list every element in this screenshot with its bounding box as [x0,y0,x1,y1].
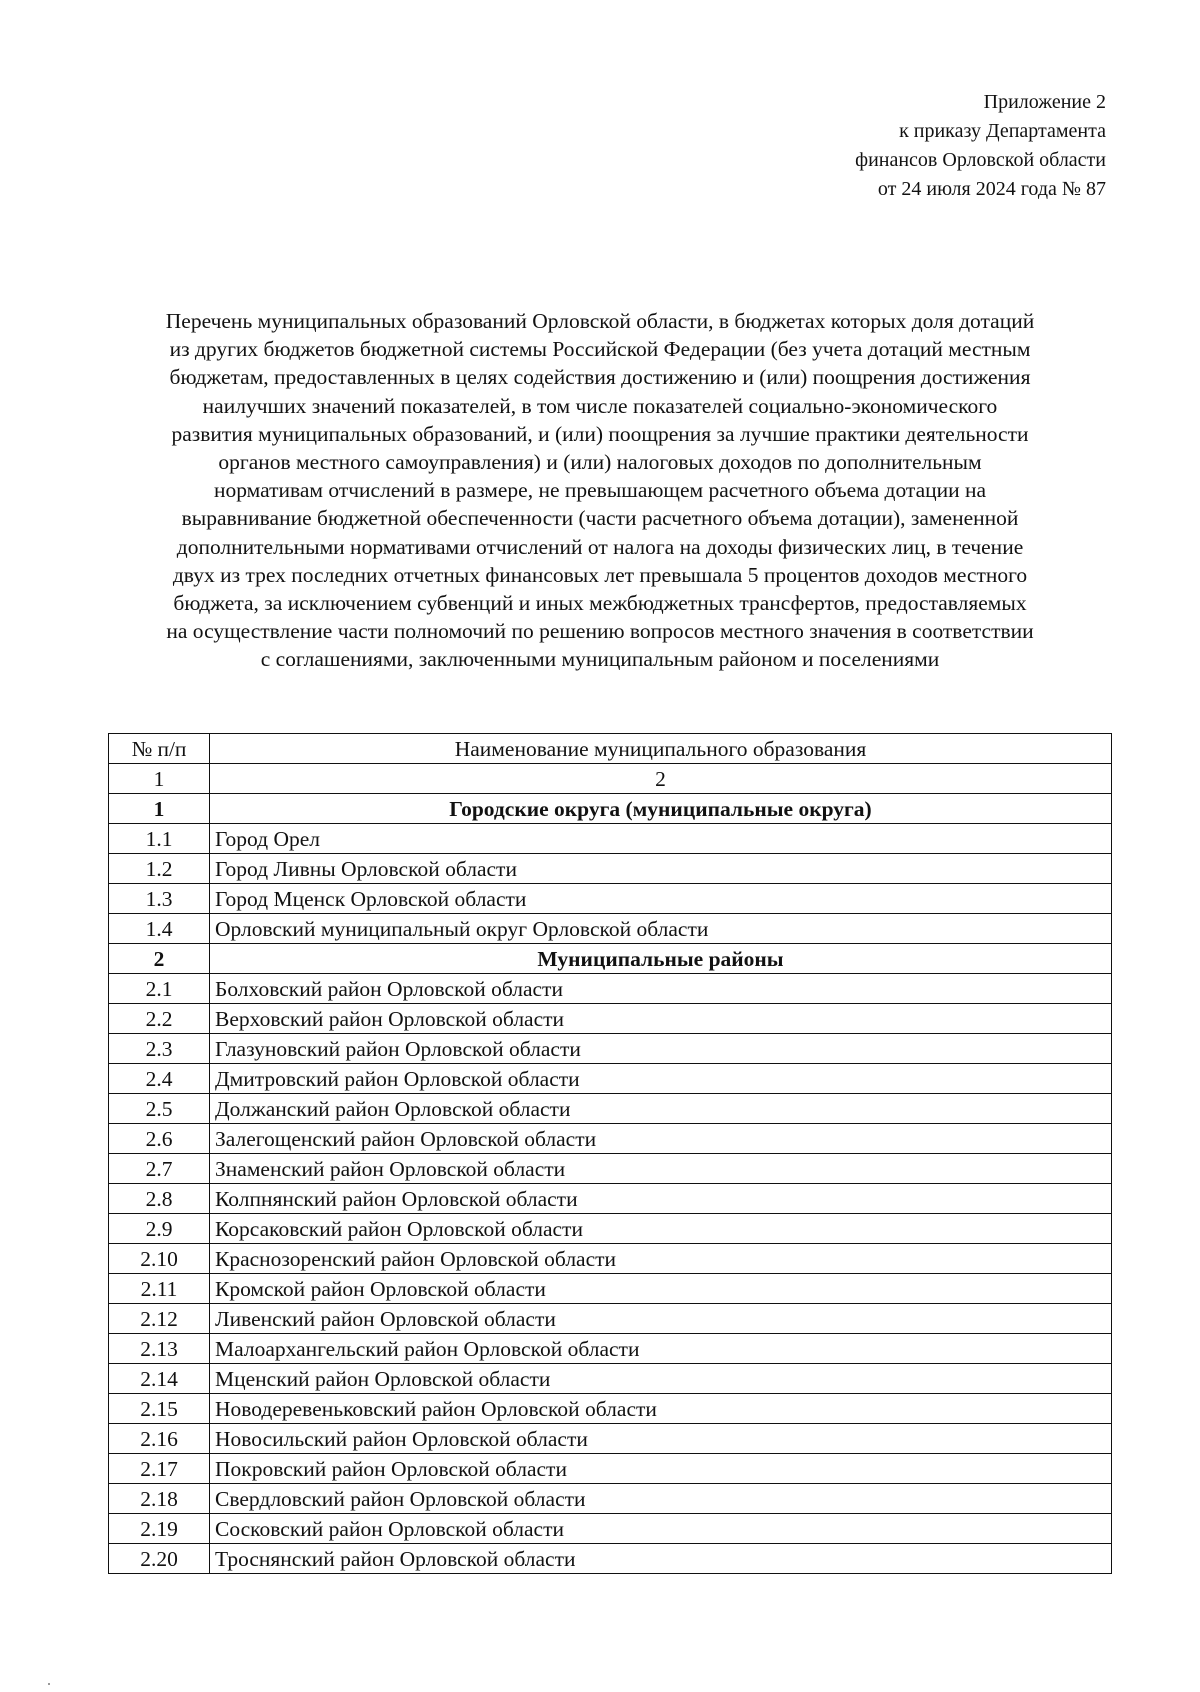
row-name-cell: Город Ливны Орловской области [210,854,1112,884]
row-name-cell: Глазуновский район Орловской области [210,1034,1112,1064]
title-line: двух из трех последних отчетных финансовых лет превышала 5 процентов доходов местного [172,562,1028,587]
table-row [109,1184,1112,1214]
row-name-cell: Свердловский район Орловской области [210,1484,1112,1514]
row-name-cell: Кромской район Орловской области [210,1274,1112,1304]
row-num-cell: 2.13 [109,1334,210,1364]
title-line: на осуществление части полномочий по решению вопросов местного значения в соответствии [166,619,1034,644]
row-name-cell: Колпнянский район Орловской области [210,1184,1112,1214]
row-num-cell: 2.19 [109,1514,210,1544]
row-name-cell: Болховский район Орловской области [210,974,1112,1004]
table-row [109,884,1112,914]
table-row [109,1034,1112,1064]
row-num-cell: 2.20 [109,1544,210,1574]
row-name-cell: Должанский район Орловской области [210,1094,1112,1124]
document-title [100,307,1100,674]
section-num-cell: 2 [109,944,210,974]
table-row [109,824,1112,854]
table-row [109,914,1112,944]
row-num-cell: 2.11 [109,1274,210,1304]
table-row [109,854,1112,884]
row-name-cell: Сосковский район Орловской области [210,1514,1112,1544]
row-num-cell: 2.15 [109,1394,210,1424]
row-num-cell: 2.1 [109,974,210,1004]
title-line: развития муниципальных образований, и (или) поощрения за лучшие практики деятельности [171,421,1029,446]
row-name-cell: Орловский муниципальный округ Орловской области [210,914,1112,944]
table-row [109,1304,1112,1334]
table-row [109,974,1112,1004]
municipalities-table [108,733,1112,1574]
row-num-cell: 2.2 [109,1004,210,1034]
table-row [109,1424,1112,1454]
table-row [109,1334,1112,1364]
section-num-cell: 1 [109,794,210,824]
table-row [109,1154,1112,1184]
table-row [109,1274,1112,1304]
table-header-row [109,734,1112,764]
row-name-cell: Мценский район Орловской области [210,1364,1112,1394]
section-row [109,944,1112,974]
row-num-cell: 2.3 [109,1034,210,1064]
scan-artifact [48,1683,50,1685]
row-num-cell: 2.12 [109,1304,210,1334]
table-row [109,1394,1112,1424]
column-index-name: 2 [210,764,1112,794]
appendix-header [855,88,1106,204]
row-name-cell: Дмитровский район Орловской области [210,1064,1112,1094]
row-num-cell: 2.16 [109,1424,210,1454]
row-num-cell: 2.5 [109,1094,210,1124]
row-num-cell: 1.2 [109,854,210,884]
row-num-cell: 2.18 [109,1484,210,1514]
row-num-cell: 2.17 [109,1454,210,1484]
header-num-cell: № п/п [109,734,210,764]
row-name-cell: Знаменский район Орловской области [210,1154,1112,1184]
table-row [109,1364,1112,1394]
row-num-cell: 2.6 [109,1124,210,1154]
table-row [109,1544,1112,1574]
row-num-cell: 2.4 [109,1064,210,1094]
row-num-cell: 2.8 [109,1184,210,1214]
title-line: наилучших значений показателей, в том числе показателей социально-экономического [202,393,998,418]
row-num-cell: 1.4 [109,914,210,944]
table-row [109,1214,1112,1244]
row-name-cell: Город Орел [210,824,1112,854]
section-title-cell: Муниципальные районы [210,944,1112,974]
section-title-cell: Городские округа (муниципальные округа) [210,794,1112,824]
section-row [109,794,1112,824]
table-row [109,1004,1112,1034]
row-name-cell: Город Мценск Орловской области [210,884,1112,914]
header-name-cell: Наименование муниципального образования [210,734,1112,764]
title-line: бюджета, за исключением субвенций и иных межбюджетных трансфертов, предоставляемых [173,591,1027,616]
row-name-cell: Новосильский район Орловской области [210,1424,1112,1454]
title-line: из других бюджетов бюджетной системы Российской Федерации (без учета дотаций местным [169,337,1031,362]
row-name-cell: Ливенский район Орловской области [210,1304,1112,1334]
row-name-cell: Покровский район Орловской области [210,1454,1112,1484]
column-index-row [109,764,1112,794]
row-num-cell: 2.10 [109,1244,210,1274]
table-row [109,1064,1112,1094]
row-num-cell: 2.14 [109,1364,210,1394]
table-row [109,1454,1112,1484]
column-index-num: 1 [109,764,210,794]
table-row [109,1124,1112,1154]
row-name-cell: Новодеревеньковский район Орловской области [210,1394,1112,1424]
table-row [109,1514,1112,1544]
title-line: нормативам отчислений в размере, не превышающем расчетного объема дотации на [213,478,987,503]
appendix-order-line: к приказу Департамента [899,120,1106,142]
table-row [109,1244,1112,1274]
table-row [109,1094,1112,1124]
table-row [109,1484,1112,1514]
row-name-cell: Троснянский район Орловской области [210,1544,1112,1574]
row-num-cell: 1.1 [109,824,210,854]
row-name-cell: Верховский район Орловской области [210,1004,1112,1034]
title-line: выравнивание бюджетной обеспеченности (части расчетного объема дотации), замененной [181,506,1019,531]
appendix-title-line: Приложение 2 [983,91,1106,113]
row-num-cell: 2.9 [109,1214,210,1244]
appendix-department-line: финансов Орловской области [855,149,1106,171]
title-line: с соглашениями, заключенными муниципальным районом и поселениями [260,647,940,672]
appendix-date-line: от 24 июля 2024 года № 87 [877,178,1106,200]
table-body [109,734,1112,1574]
row-name-cell: Залегощенский район Орловской области [210,1124,1112,1154]
title-line: органов местного самоуправления) и (или) налоговых доходов по дополнительным [218,450,982,475]
row-name-cell: Корсаковский район Орловской области [210,1214,1112,1244]
title-line: бюджетам, предоставленных в целях содействия достижению и (или) поощрения достижения [169,365,1031,390]
row-num-cell: 2.7 [109,1154,210,1184]
title-line: дополнительными нормативами отчислений от налога на доходы физических лиц, в течение [176,534,1024,559]
title-line: Перечень муниципальных образований Орловской области, в бюджетах которых доля дотаций [165,309,1035,333]
row-num-cell: 1.3 [109,884,210,914]
row-name-cell: Малоархангельский район Орловской области [210,1334,1112,1364]
row-name-cell: Краснозоренский район Орловской области [210,1244,1112,1274]
